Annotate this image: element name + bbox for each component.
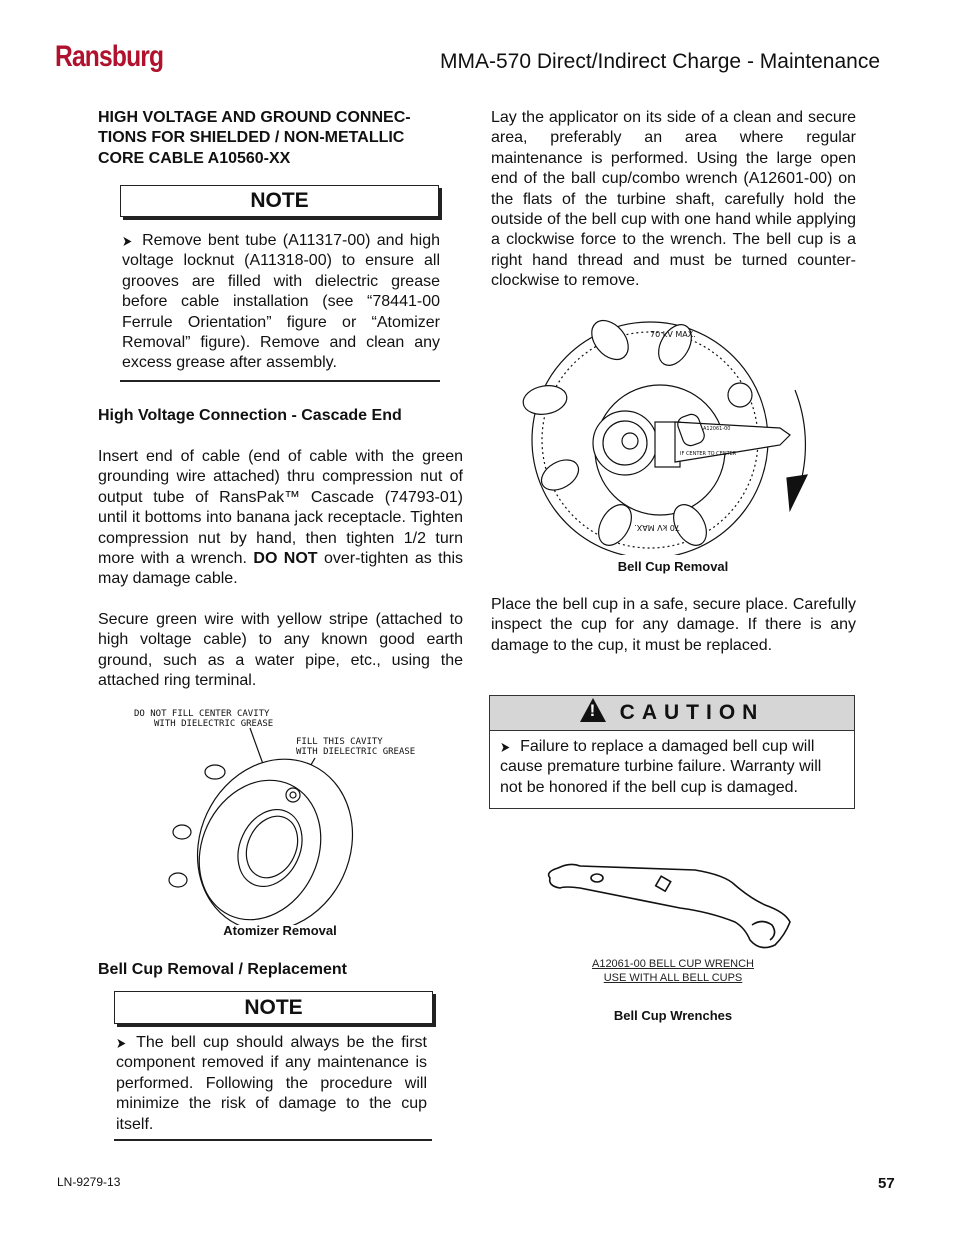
do-not-emphasis: DO NOT	[253, 550, 318, 568]
warning-icon-glyph: !	[589, 701, 596, 720]
fig2-caption: Bell Cup Removal	[617, 559, 729, 574]
note-2-text: The bell cup should always be the first component removed if any maintenance is performed. Following the procedure will minimize the risk of damage to the cup itself.	[116, 1034, 427, 1133]
section-heading-bell-cup: Bell Cup Removal / Replacement	[98, 961, 347, 978]
wrench-hole	[591, 874, 603, 882]
fig1-label-b: WITH DIELECTRIC GREASE	[296, 747, 416, 757]
note-1-body	[122, 231, 440, 374]
bell-cup-wrench-figure	[540, 850, 800, 955]
pin	[173, 825, 191, 839]
hv-cavity	[286, 788, 300, 802]
fig3-label-1: A12061-00 BELL CUP WRENCH	[591, 958, 754, 970]
fig3-caption: Bell Cup Wrenches	[613, 1008, 733, 1023]
arrow-bullet-icon: ➤	[500, 738, 511, 756]
note-1-text: Remove bent tube (A11317-00) and high voltage locknut (A11318-00) to ensure all grooves are filled with dielectric grease before cable installation (see “78441-00 Ferrule Orientation” figure or “Atomizer Removal” figure). Remove and clean any excess grease after assembly.	[122, 232, 440, 372]
arrow-bullet-icon: ➤	[122, 232, 133, 250]
caution-title: CAUTION	[619, 701, 765, 724]
caution-box	[489, 695, 855, 809]
fig1-caption: Atomizer Removal	[223, 923, 337, 938]
hv-para-1-text: Insert end of cable (end of cable with the green grounding wire attached) thru compression nut of output tube of RansPak™ Cascade (74793-01) until it bottoms into banana jack receptacle. Tighten compression nut by hand, then tighten 1/2 turn more with a wrench.	[98, 448, 463, 568]
note-2-body	[116, 1033, 427, 1135]
ransburg-logo: Ransburg	[55, 40, 164, 73]
port	[728, 383, 752, 407]
wrench-body	[549, 864, 790, 947]
note-title: NOTE	[250, 189, 309, 212]
fig2-label-bottom: 70 kV MAX.	[634, 523, 680, 532]
bell-cup-removal-figure	[515, 310, 815, 555]
note-1-bottom-rule	[120, 380, 440, 382]
fig1-label-a: WITH DIELECTRIC GREASE	[154, 719, 274, 729]
warning-triangle-icon	[580, 698, 606, 722]
arrow-bullet-icon: ➤	[116, 1034, 127, 1052]
page-header-title: MMA-570 Direct/Indirect Charge - Maintenance	[440, 50, 881, 73]
heading-line: CORE CABLE A10560-XX	[98, 149, 291, 167]
pin	[169, 873, 187, 887]
page-number: 57	[878, 1175, 895, 1192]
note-title: NOTE	[244, 996, 303, 1019]
note-box-1	[120, 185, 439, 217]
note-box-2	[114, 991, 433, 1024]
caution-text: Failure to replace a damaged bell cup will cause premature turbine failure. Warranty will not be honored if the bell cup is damaged.	[500, 738, 822, 796]
pin	[205, 765, 225, 779]
caution-body	[490, 731, 854, 798]
section-heading-hv-connection: High Voltage Connection - Cascade End	[98, 407, 402, 424]
right-paragraph-1: Lay the applicator on its side of a clean and secure area, preferably an area where regular maintenance is performed. Using the large open end of the ball cup/combo wrench (A12601-00) on the flats of the turbine shaft, carefully hold the outside of the bell cup with one hand while applying a clockwise force to the wrench. The bell cup is a right hand thread and must be turned counter-clockwise to remove.	[491, 109, 856, 290]
heading-line: TIONS FOR SHIELDED / NON-METALLIC	[98, 129, 405, 147]
note-2-bottom-rule	[114, 1139, 432, 1141]
section-heading-hv-ground	[98, 108, 458, 169]
hv-para-1-text-end: over-tighten as this may damage cable.	[98, 550, 464, 588]
fig3-label-2: USE WITH ALL BELL CUPS	[603, 972, 743, 984]
caution-header	[490, 696, 854, 731]
rotation-arrow	[795, 390, 805, 485]
hv-paragraph-2: Secure green wire with yellow stripe (attached to high voltage cable) to any known good earth ground, such as a water pipe, etc., using the attached ring terminal.	[98, 611, 463, 690]
fig1-label-a: DO NOT FILL CENTER CAVITY	[134, 709, 270, 719]
atomizer-removal-figure	[120, 700, 450, 925]
fig2-wrench-label: A12061-00	[703, 426, 731, 432]
rotation-arrowhead	[787, 475, 807, 510]
fig1-label-b: FILL THIS CAVITY	[296, 737, 383, 747]
fig2-wrench-label: IF CENTER TO CENTER	[680, 451, 737, 457]
doc-number: LN-9279-13	[57, 1175, 121, 1189]
fig2-label-top: 70 kV MAX.	[650, 330, 696, 339]
heading-line: HIGH VOLTAGE AND GROUND CONNEC-	[98, 109, 411, 126]
hv-paragraph-1	[98, 447, 463, 590]
right-paragraph-2: Place the bell cup in a safe, secure place. Carefully inspect the cup for any damage. If there is any damage to the cup, it must be replaced.	[491, 596, 856, 654]
